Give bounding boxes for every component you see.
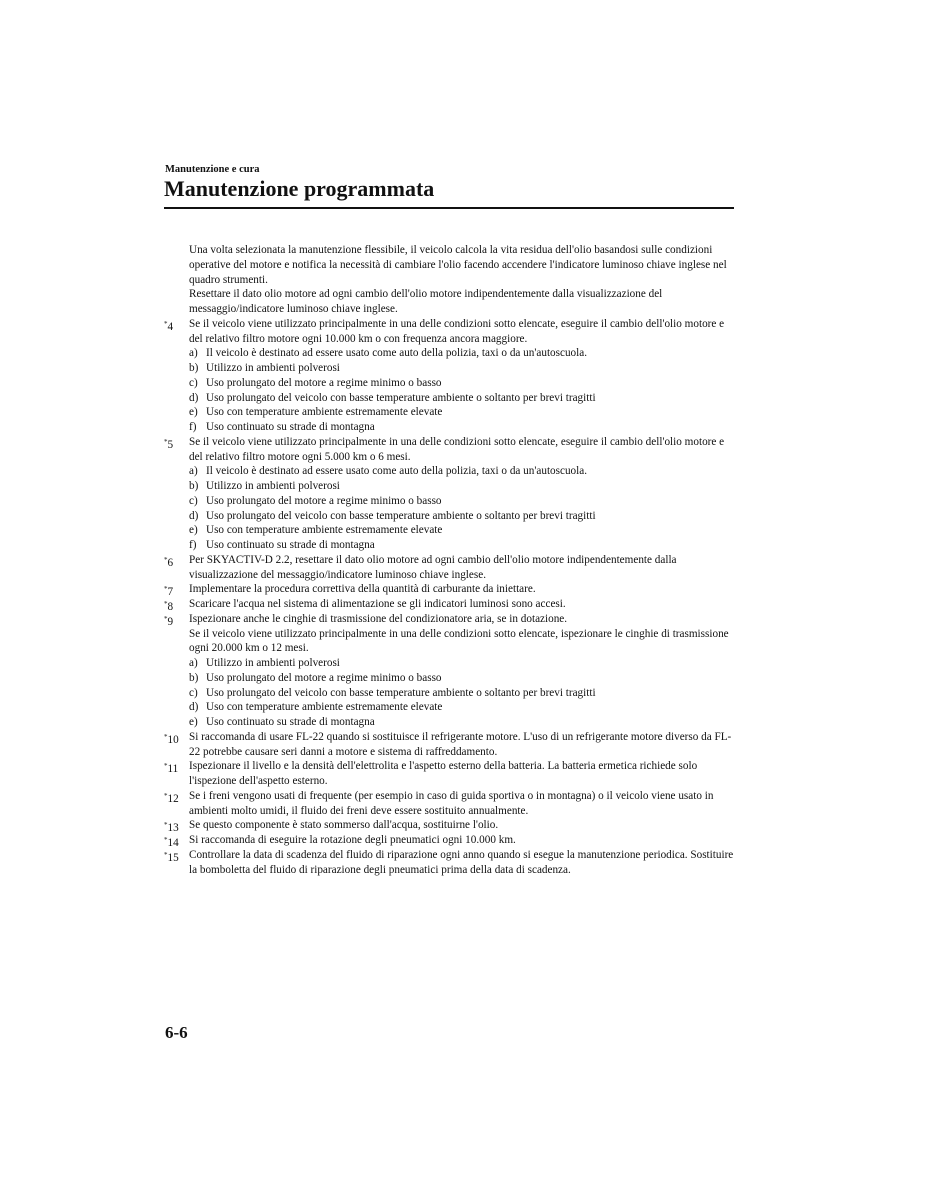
list-item xyxy=(189,538,734,553)
footnote-digits: 7 xyxy=(167,586,174,599)
list-item xyxy=(189,405,734,420)
list-item-text: Uso continuato su strade di montagna xyxy=(206,716,375,728)
list-item-text: Uso prolungato del motore a regime minimo o basso xyxy=(206,494,442,507)
list-item xyxy=(189,523,734,538)
footnote-text: Controllare la data di scadenza del fluido di riparazione ogni anno quando si esegue la manutenzione periodica. Sostituire la bomboletta del fluido di riparazione degli pneumatici prima della data di scadenza. xyxy=(189,848,734,876)
list-item xyxy=(189,509,734,524)
footnote-text: Implementare la procedura correttiva della quantità di carburante da iniettare. xyxy=(189,583,536,596)
list-item xyxy=(189,346,734,361)
list-item-text: Uso prolungato del veicolo con basse temperature ambiente o soltanto per brevi tragitti xyxy=(206,686,596,699)
footnote-text: Se il veicolo viene utilizzato principalmente in una delle condizioni sotto elencate, eseguire il cambio dell'olio motore e del relativo filtro motore ogni 10.000 km o con frequenza ancora maggiore. xyxy=(189,317,725,345)
condition-list xyxy=(189,346,734,435)
footnote-asterisk: * xyxy=(164,836,168,844)
footnote-digits: 13 xyxy=(167,822,179,835)
footnote-text: Ispezionare anche le cinghie di trasmissione del condizionatore aria, se in dotazione. xyxy=(189,612,568,625)
list-item xyxy=(189,671,734,686)
footnote-digits: 8 xyxy=(167,601,174,613)
list-item xyxy=(189,420,734,435)
list-item xyxy=(189,700,734,715)
footnote-number xyxy=(164,553,173,571)
list-item xyxy=(189,391,734,406)
footnote-asterisk: * xyxy=(164,821,168,830)
footnote-asterisk: * xyxy=(164,762,168,771)
footnote-number xyxy=(164,789,179,807)
list-item-letter: b) xyxy=(189,671,199,684)
list-item-letter: e) xyxy=(189,524,198,537)
list-item-text: Uso con temperature ambiente estremamente elevate xyxy=(206,406,443,419)
footnote-asterisk: * xyxy=(164,319,168,328)
footnote-digits: 15 xyxy=(167,851,179,864)
footnote xyxy=(164,789,734,819)
document-body xyxy=(164,243,734,877)
footnotes xyxy=(164,317,734,878)
list-item xyxy=(189,361,734,376)
footnote-number xyxy=(164,612,173,630)
list-item-letter: d) xyxy=(189,701,199,714)
footnote-digits: 6 xyxy=(167,556,174,569)
list-item xyxy=(189,376,734,391)
footnote xyxy=(164,612,734,730)
footnote-asterisk: * xyxy=(164,614,168,623)
list-item xyxy=(189,656,734,671)
footnote-text: Scaricare l'acqua nel sistema di alimentazione se gli indicatori luminosi sono accesi. xyxy=(189,598,566,610)
footnote-text: Ispezionare il livello e la densità dell'elettrolita e l'aspetto esterno della batteria. La batteria ermetica richiede solo l'ispezione dell'aspetto esterno. xyxy=(189,760,698,787)
footnote-extra-text: Se il veicolo viene utilizzato principalmente in una delle condizioni sotto elencate, ispezionare le cinghie di trasmissione ogni 20.000 km o 12 mesi. xyxy=(189,627,729,655)
list-item-letter: b) xyxy=(189,480,199,492)
footnote-digits: 9 xyxy=(167,615,174,628)
list-item-letter: d) xyxy=(189,509,199,522)
list-item-text: Uso continuato su strade di montagna xyxy=(206,539,375,551)
footnote xyxy=(164,553,734,583)
footnote xyxy=(164,582,734,597)
list-item-text: Uso con temperature ambiente estremamente elevate xyxy=(206,524,443,537)
list-item-letter: c) xyxy=(189,494,198,507)
footnote-asterisk: * xyxy=(164,555,168,564)
footnote xyxy=(164,848,734,878)
section-label: Manutenzione e cura xyxy=(165,164,260,175)
footnote-number xyxy=(164,730,179,748)
condition-list xyxy=(189,656,734,730)
list-item-text: Il veicolo è destinato ad essere usato come auto della polizia, taxi o da un'autoscuola. xyxy=(206,347,588,360)
footnote-asterisk: * xyxy=(164,585,168,594)
title-rule xyxy=(164,207,734,209)
footnote-number xyxy=(164,759,178,777)
list-item-letter: e) xyxy=(189,406,198,419)
list-item-text: Utilizzo in ambienti polverosi xyxy=(206,657,340,669)
footnote-text: Se questo componente è stato sommerso dall'acqua, sostituirne l'olio. xyxy=(189,819,499,832)
list-item-text: Uso prolungato del motore a regime minimo o basso xyxy=(206,376,442,389)
footnote-digits: 10 xyxy=(167,733,179,746)
footnote-number xyxy=(164,848,179,866)
list-item-letter: e) xyxy=(189,716,198,728)
intro xyxy=(164,243,734,317)
footnote-asterisk: * xyxy=(164,437,168,446)
footnote xyxy=(164,730,734,760)
list-item-letter: f) xyxy=(189,539,197,551)
list-item-text: Uso prolungato del veicolo con basse temperature ambiente o soltanto per brevi tragitti xyxy=(206,391,596,404)
list-item-letter: a) xyxy=(189,465,198,478)
footnote-asterisk: * xyxy=(164,791,168,800)
list-item-letter: d) xyxy=(189,391,199,404)
footnote-asterisk: * xyxy=(164,732,168,741)
footnote-asterisk: * xyxy=(164,850,168,859)
footnote-digits: 5 xyxy=(167,438,174,451)
footnote-text: Si raccomanda di usare FL-22 quando si sostituisce il refrigerante motore. L'uso di un refrigerante motore diverso da FL-22 potrebbe causare seri danni a motore e sistema di raffreddamento. xyxy=(189,730,732,758)
list-item-text: Uso prolungato del veicolo con basse temperature ambiente o soltanto per brevi tragitti xyxy=(206,509,596,522)
page-title: Manutenzione programmata xyxy=(164,176,435,201)
footnote xyxy=(164,317,734,435)
list-item-letter: f) xyxy=(189,421,197,433)
list-item xyxy=(189,715,734,730)
list-item-letter: b) xyxy=(189,362,199,374)
footnote xyxy=(164,435,734,553)
list-item xyxy=(189,479,734,494)
list-item-text: Uso con temperature ambiente estremamente elevate xyxy=(206,701,443,714)
list-item-text: Uso prolungato del motore a regime minimo o basso xyxy=(206,671,442,684)
list-item xyxy=(189,686,734,701)
list-item-letter: a) xyxy=(189,657,198,669)
footnote-number xyxy=(164,435,173,453)
footnote-number xyxy=(164,317,173,335)
footnote-digits: 14 xyxy=(167,837,179,849)
list-item-letter: c) xyxy=(189,686,198,699)
list-item-text: Il veicolo è destinato ad essere usato come auto della polizia, taxi o da un'autoscuola. xyxy=(206,465,588,478)
footnote-digits: 12 xyxy=(167,792,179,805)
list-item-text: Uso continuato su strade di montagna xyxy=(206,421,375,433)
footnote xyxy=(164,818,734,833)
intro-paragraph: Resettare il dato olio motore ad ogni cambio dell'olio motore indipendentemente dalla visualizzazione del messaggio/indicatore luminoso chiave inglese. xyxy=(189,288,663,315)
condition-list xyxy=(189,464,734,553)
list-item-letter: c) xyxy=(189,376,198,389)
list-item xyxy=(189,494,734,509)
footnote-asterisk: * xyxy=(164,600,168,608)
list-item-letter: a) xyxy=(189,347,198,360)
footnote-text: Se i freni vengono usati di frequente (per esempio in caso di guida sportiva o in montagna) o il veicolo viene usato in ambienti molto umidi, il fluido dei freni deve essere sostituito annualmente. xyxy=(189,789,714,817)
footnote-digits: 4 xyxy=(167,320,174,333)
footnote xyxy=(164,833,734,848)
list-item xyxy=(189,464,734,479)
footnote-text: Si raccomanda di eseguire la rotazione degli pneumatici ogni 10.000 km. xyxy=(189,834,516,846)
list-item-text: Utilizzo in ambienti polverosi xyxy=(206,480,340,492)
footnote xyxy=(164,759,734,789)
footnote xyxy=(164,597,734,612)
intro-paragraph: Una volta selezionata la manutenzione flessibile, il veicolo calcola la vita residua dell'olio basandosi sulle condizioni operative del motore e notifica la necessità di cambiare l'olio facendo accendere l'indicatore luminoso chiave inglese nel quadro strumenti. xyxy=(189,244,727,286)
footnote-text: Per SKYACTIV-D 2.2, resettare il dato olio motore ad ogni cambio dell'olio motore indipendentemente dalla visualizzazione del messaggio/indicatore luminoso chiave inglese. xyxy=(189,553,677,581)
footnote-digits: 11 xyxy=(167,763,179,776)
footnote-text: Se il veicolo viene utilizzato principalmente in una delle condizioni sotto elencate, eseguire il cambio dell'olio motore e del relativo filtro motore ogni 5.000 km o 6 mesi. xyxy=(189,435,725,463)
page-number: 6-6 xyxy=(165,1023,188,1042)
list-item-text: Utilizzo in ambienti polverosi xyxy=(206,362,340,374)
